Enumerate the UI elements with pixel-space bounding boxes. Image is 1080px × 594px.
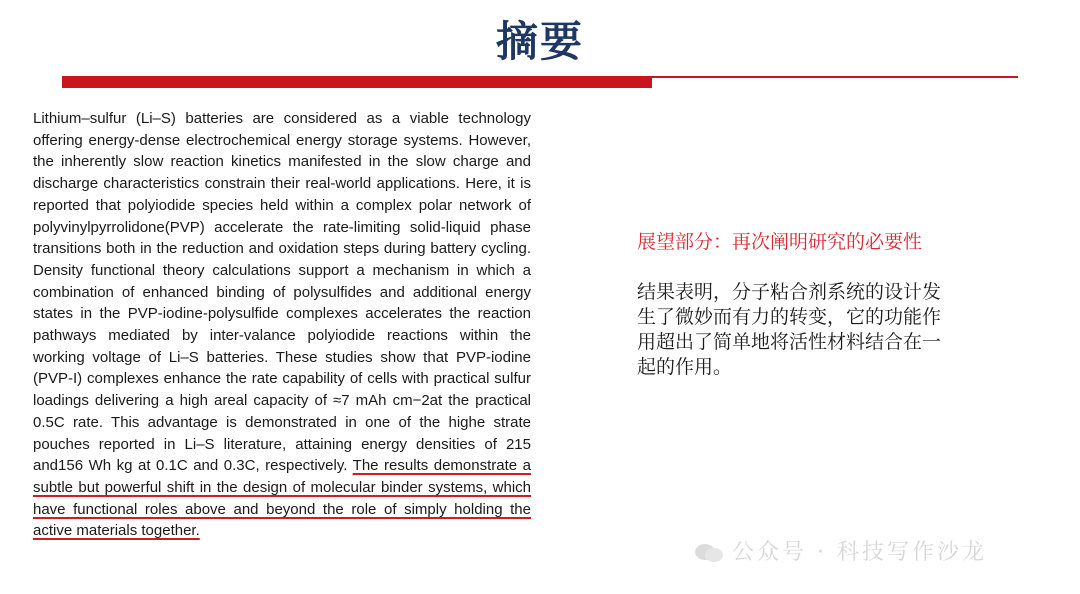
title-underline-thick: [62, 76, 652, 88]
abstract-text: Lithium–sulfur (Li–S) batteries are considered as a viable technology offering energy-dense electrochemical energy storage systems. However, the inherently slow reaction kinetics manifested in the slow charge and discharge characteristics constrain their real-world applications. Here, it is reported that polyiodide species held within a complex polar network of polyvinylpyrrolidone(PVP) accelerate the rate-limiting solid-liquid phase transitions both in the reduction and oxidation steps during battery cycling. Density functional theory calculations support a mechanism in which a combination of enhanced binding of polysulfides and additional energy states in the PVP-iodine-polysulfide complexes accelerates the reaction pathways mediated by inter-valance polyiodide reactions within the working voltage of Li–S batteries. These studies show that PVP-iodine (PVP-I) complexes enhance the rate capability of cells with practical sulfur loadings delivering a high areal capacity of ≈7 mAh cm−2at the practical 0.5C rate. This advantage is demonstrated in one of the highe strate pouches reported in Li–S literature, attaining energy densities of 215 and156 Wh kg at 0.1C and 0.3C, respectively.: [33, 110, 531, 475]
page-title: 摘要: [495, 17, 584, 66]
abstract-paragraph: [33, 108, 531, 542]
abstract-highlighted-conclusion: The results demonstrate a subtle but powerful shift in the design of molecular binder systems, which have functional roles above and beyond the role of simply holding the active materials together.: [33, 457, 531, 540]
outlook-heading: 展望部分：再次阐明研究的必要性: [637, 231, 923, 253]
wechat-watermark: [694, 535, 987, 566]
outlook-body: 结果表明，分子粘合剂系统的设计发生了微妙而有力的转变，它的功能作用超出了简单地将活性材料结合在一起的作用。: [637, 281, 942, 378]
title-underline-thin: [652, 76, 1018, 78]
watermark-text: 公众号 · 科技写作沙龙: [732, 540, 987, 565]
wechat-icon: [694, 542, 724, 564]
